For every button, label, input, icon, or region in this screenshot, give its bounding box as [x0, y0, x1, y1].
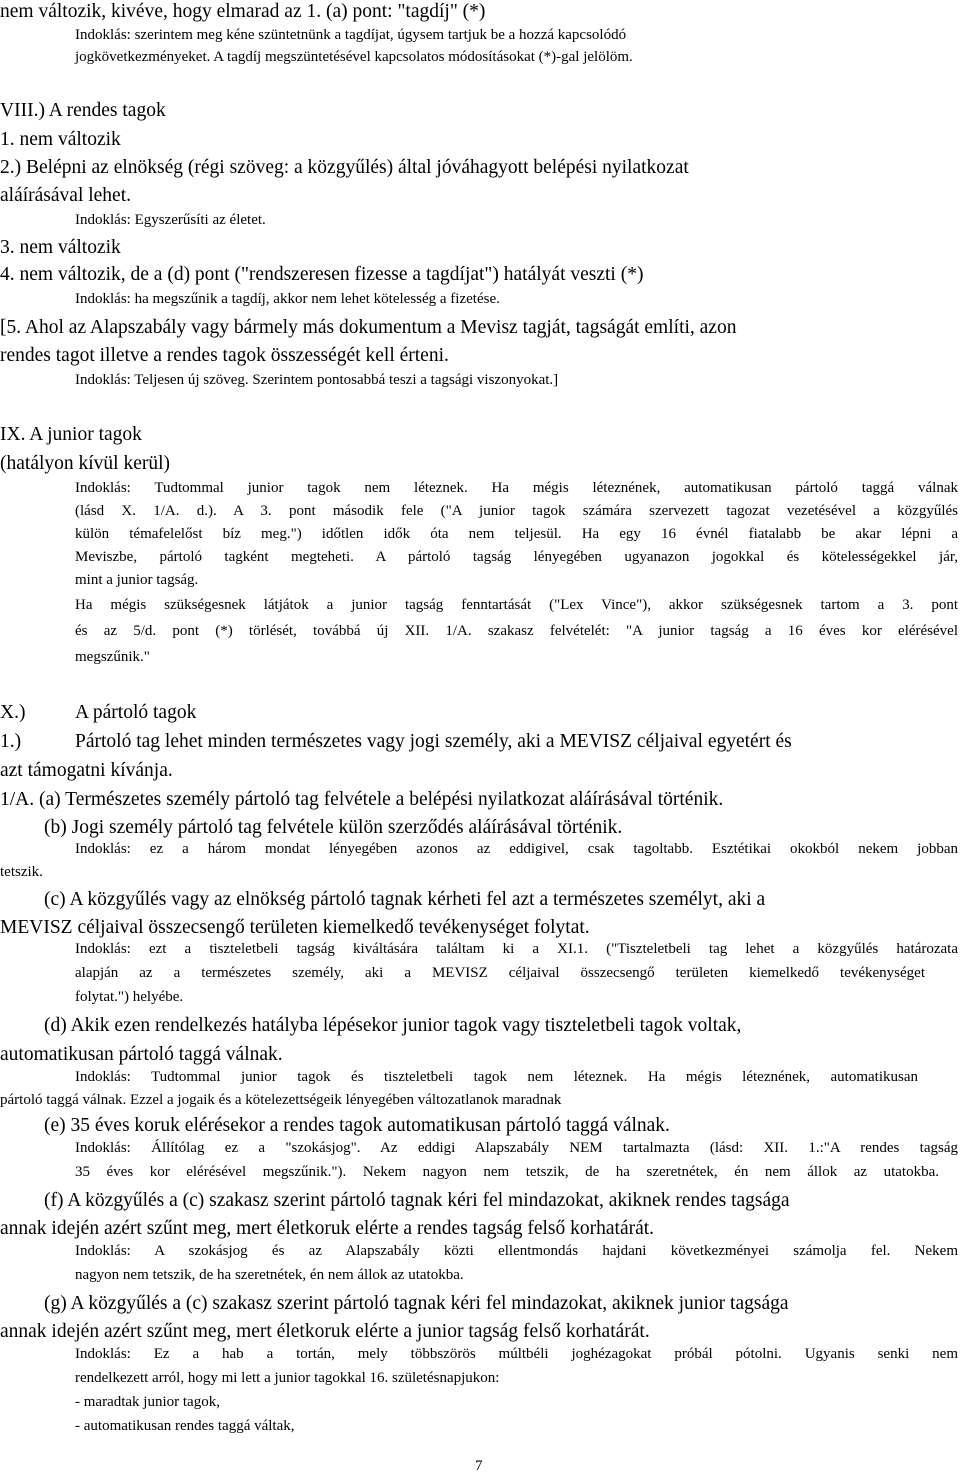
- note-line: Indoklás: Tudtommal junior tagok és tiszteletbeli tagok nem léteznek. Ha mégis léteznének, automatikusan: [75, 1069, 918, 1085]
- note-line: jogkövetkezményeket. A tagdíj megszüntetésével kapcsolatos módosításokat (*)-gal jelölöm.: [75, 49, 633, 65]
- note-line: Indoklás: Ez a hab a tortán, mely többszörös múltbéli joghézagokat próbál pótolni. Ugyanis senki nem: [75, 1346, 958, 1362]
- body-line: 2.) Belépni az elnökség (régi szöveg: a közgyűlés) által jóváhagyott belépési nyilatkozat: [0, 157, 689, 178]
- note-line: 35 éves kor elérésével megszűnik."). Nekem nagyon nem tetszik, de ha szeretnétek, én nem állok az utatokba.: [75, 1164, 939, 1180]
- section-heading: VIII.) A rendes tagok: [0, 100, 166, 121]
- item-number: 1.): [0, 731, 22, 752]
- note-line: Ha mégis szükségesnek látjátok a junior tagság fenntartását ("Lex Vince"), akkor szükségesnek tartom a 3. pont: [75, 597, 958, 613]
- body-line: azt támogatni kívánja.: [0, 760, 173, 781]
- body-line: (f) A közgyűlés a (c) szakasz szerint pártoló tagnak kéri fel mindazokat, akiknek rendes tagsága: [44, 1190, 790, 1211]
- section-heading: IX. A junior tagok: [0, 424, 142, 445]
- note-line: Indoklás: ha megszűnik a tagdíj, akkor nem lehet kötelesség a fizetése.: [75, 291, 500, 307]
- body-line: 4. nem változik, de a (d) pont ("rendszeresen fizesse a tagdíjat") hatályát veszti (*): [0, 264, 644, 285]
- body-line: nem változik, kivéve, hogy elmarad az 1. (a) pont: "tagdíj" (*): [0, 1, 486, 22]
- note-line: rendelkezett arról, hogy mi lett a junior tagokkal 16. születésnapjukon:: [75, 1370, 500, 1386]
- note-line: Indoklás: Állítólag ez a "szokásjog". Az eddigi Alapszabály NEM tartalmazta (lásd: XII. 1.:"A rendes tagság: [75, 1140, 958, 1156]
- list-item: - maradtak junior tagok,: [75, 1394, 220, 1410]
- note-line: (lásd X. 1/A. d.). A 3. pont második fele ("A junior tagok számára szervezett tagozat vezetésével a közgyűlés: [75, 503, 958, 519]
- list-item: - automatikusan rendes taggá váltak,: [75, 1418, 295, 1434]
- note-line: külön témafelelőst bíz meg.") időtlen idők óta nem teljesül. Ha egy 16 évnél fiatalabb be akar lépni a: [75, 526, 958, 542]
- body-line: (g) A közgyűlés a (c) szakasz szerint pártoló tagnak kéri fel mindazokat, akiknek junior tagsága: [44, 1293, 789, 1314]
- page-number: 7: [475, 1458, 483, 1474]
- body-line: 1. nem változik: [0, 129, 121, 150]
- body-line: (c) A közgyűlés vagy az elnökség pártoló tagnak kérheti fel azt a természetes személyt, aki a: [44, 889, 766, 910]
- note-line: és az 5/d. pont (*) törlését, továbbá új XII. 1/A. szakasz felvételét: "A junior tagság a 16 éves kor elérésével: [75, 623, 958, 639]
- body-line: annak idején azért szűnt meg, mert életkoruk elérte a rendes tagság felső korhatárát.: [0, 1218, 655, 1239]
- body-line: (hatályon kívül kerül): [0, 453, 171, 474]
- note-line: pártoló taggá válnak. Ezzel a jogaik és a kötelezettségeik lényegében változatlanok maradnak: [0, 1092, 562, 1108]
- note-line: Indoklás: Tudtommal junior tagok nem léteznek. Ha mégis léteznének, automatikusan pártoló taggá válnak: [75, 480, 958, 496]
- note-line: megszűnik.": [75, 649, 150, 665]
- body-line: (b) Jogi személy pártoló tag felvétele külön szerződés aláírásával történik.: [44, 817, 623, 838]
- note-line: Indoklás: Teljesen új szöveg. Szerintem pontosabbá teszi a tagsági viszonyokat.]: [75, 372, 559, 388]
- section-heading: A pártoló tagok: [75, 702, 197, 723]
- body-line: (d) Akik ezen rendelkezés hatályba lépésekor junior tagok vagy tiszteletbeli tagok voltak,: [44, 1015, 742, 1036]
- body-line: aláírásával lehet.: [0, 185, 132, 206]
- body-line: annak idején azért szűnt meg, mert életkoruk elérte a junior tagság felső korhatárát.: [0, 1321, 650, 1342]
- note-line: mint a junior tagság.: [75, 572, 199, 588]
- note-line: Indoklás: ez a három mondat lényegében azonos az eddigivel, csak tagoltabb. Esztétikai okokból nekem jobban: [75, 841, 958, 857]
- body-line: rendes tagot illetve a rendes tagok összességét kell érteni.: [0, 345, 449, 366]
- note-line: Indoklás: szerintem meg kéne szüntetnünk a tagdíjat, úgysem tartjuk be a hozzá kapcsolódó: [75, 27, 627, 43]
- note-line: Indoklás: ezt a tiszteletbeli tagság kiváltására találtam ki a XI.1. ("Tiszteletbeli tag lehet a közgyűlés határozata: [75, 941, 958, 957]
- note-line: alapján az a természetes személy, aki a MEVISZ céljaival összecsengő területen kiemelkedő tevékenységet: [75, 965, 925, 981]
- section-number: X.): [0, 702, 26, 723]
- body-line: Pártoló tag lehet minden természetes vagy jogi személy, aki a MEVISZ céljaival egyetért és: [75, 731, 792, 752]
- note-line: folytat.") helyébe.: [75, 989, 184, 1005]
- body-line: 3. nem változik: [0, 237, 121, 258]
- note-line: Indoklás: Egyszerűsíti az életet.: [75, 212, 266, 228]
- note-line: nagyon nem tetszik, de ha szeretnétek, én nem állok az utatokba.: [75, 1267, 464, 1283]
- body-line: automatikusan pártoló taggá válnak.: [0, 1044, 283, 1065]
- note-line: Indoklás: A szokásjog és az Alapszabály közti ellentmondás hajdani következményei számolja fel. Nekem: [75, 1243, 958, 1259]
- body-line: (e) 35 éves koruk elérésekor a rendes tagok automatikusan pártoló taggá válnak.: [44, 1115, 670, 1136]
- note-line: tetszik.: [0, 864, 43, 880]
- note-line: Meviszbe, pártoló tagként megteheti. A pártoló tagság lényegében ugyanazon jogokkal és kötelességekkel jár,: [75, 549, 958, 565]
- body-line: 1/A. (a) Természetes személy pártoló tag felvétele a belépési nyilatkozat aláírásával történik.: [0, 789, 724, 810]
- body-line: MEVISZ céljaival összecsengő területen kiemelkedő tevékenységet folytat.: [0, 917, 590, 938]
- body-line: [5. Ahol az Alapszabály vagy bármely más dokumentum a Mevisz tagját, tagságát említi, azon: [0, 317, 737, 338]
